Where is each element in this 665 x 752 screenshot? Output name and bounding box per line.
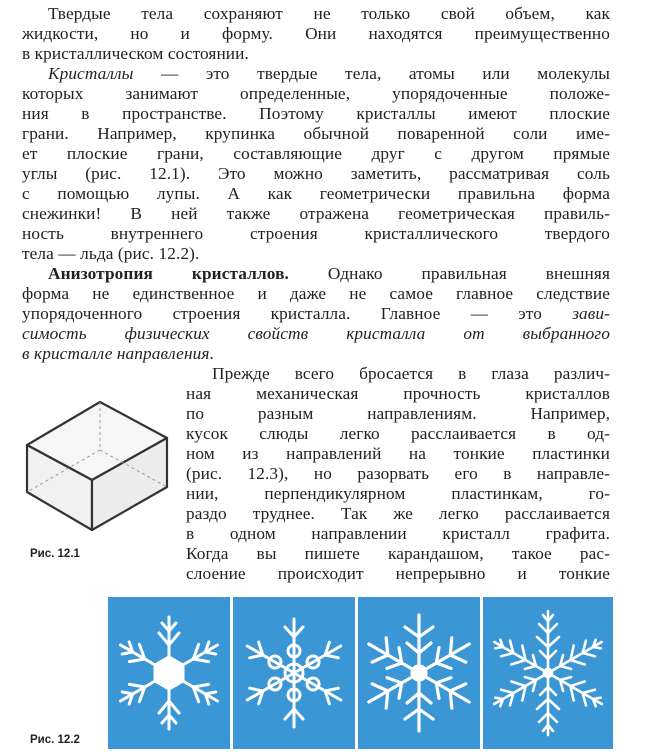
para1-line: жидкости, но и форму. Они находятся преимущественно bbox=[22, 24, 610, 43]
cube-diagram-icon bbox=[22, 392, 172, 532]
para2-line: ния в пространстве. Поэтому кристаллы имеют плоские bbox=[22, 104, 610, 123]
para4-line: в одном направлении кристалл графита. bbox=[186, 524, 610, 543]
figure-caption: Рис. 12.2 bbox=[30, 734, 80, 746]
para4-line: слоение происходит непрерывно и тонкие bbox=[186, 564, 610, 583]
para2-line: Кристаллы — это твердые тела, атомы или молекулы bbox=[48, 64, 610, 83]
para4-line: по разным направлениям. Например, bbox=[186, 404, 610, 423]
para4-line: (рис. 12.3), но разорвать его в направле- bbox=[186, 464, 610, 483]
snowflake-photo-icon bbox=[108, 597, 230, 749]
para4-line: Прежде всего бросается в глаза различ- bbox=[212, 364, 610, 383]
para2-line: углы (рис. 12.1). Это можно заметить, рассматривая соль bbox=[22, 164, 610, 183]
para4-line: нии, перпендикулярном пластинкам, го- bbox=[186, 484, 610, 503]
para3-line: упорядоченного строения кристалла. Главное — это зави- bbox=[22, 304, 610, 323]
section-heading: Анизотропия кристаллов. bbox=[48, 264, 289, 283]
para4-line: ная механическая прочность кристаллов bbox=[186, 384, 610, 403]
para1-line: в кристаллическом состоянии. bbox=[22, 44, 249, 63]
figure-caption: Рис. 12.1 bbox=[30, 548, 80, 560]
snowflake-photo-icon bbox=[358, 597, 480, 749]
para2-line: которых занимают определенные, упорядоченные положе- bbox=[22, 84, 610, 103]
para2-line: ет плоские грани, составляющие друг с другом прямые bbox=[22, 144, 610, 163]
para2-line: ность внутреннего строения кристаллического твердого bbox=[22, 224, 610, 243]
para1-line: Твердые тела сохраняют не только свой объем, как bbox=[48, 4, 610, 23]
para3-line: в кристалле направления. bbox=[22, 344, 214, 363]
para3-line: форма не единственное и даже не самое главное следствие bbox=[22, 284, 610, 303]
para4-line: раздо труднее. Так же легко расслаивается bbox=[186, 504, 610, 523]
para4-line: ном из направлений на тонкие пластинки bbox=[186, 444, 610, 463]
para2-line: тела — льда (рис. 12.2). bbox=[22, 244, 200, 263]
para3-line: симость физических свойств кристалла от выбранного bbox=[22, 324, 610, 343]
term-crystals: Кристаллы bbox=[48, 64, 134, 83]
snowflake-photo-icon bbox=[483, 597, 613, 749]
para2-line: снежинки! В ней также отражена геометрическая правиль- bbox=[22, 204, 610, 223]
para2-line: с помощью лупы. А как геометрически правильна форма bbox=[22, 184, 610, 203]
para3-line: Анизотропия кристаллов. Однако правильная внешняя bbox=[48, 264, 610, 283]
snowflake-photo-icon bbox=[233, 597, 355, 749]
para4-line: кусок слюды легко расслаивается в од- bbox=[186, 424, 610, 443]
para4-line: Когда вы пишете карандашом, такое рас- bbox=[186, 544, 610, 563]
para2-line: грани. Например, крупинка обычной поваренной соли име- bbox=[22, 124, 610, 143]
